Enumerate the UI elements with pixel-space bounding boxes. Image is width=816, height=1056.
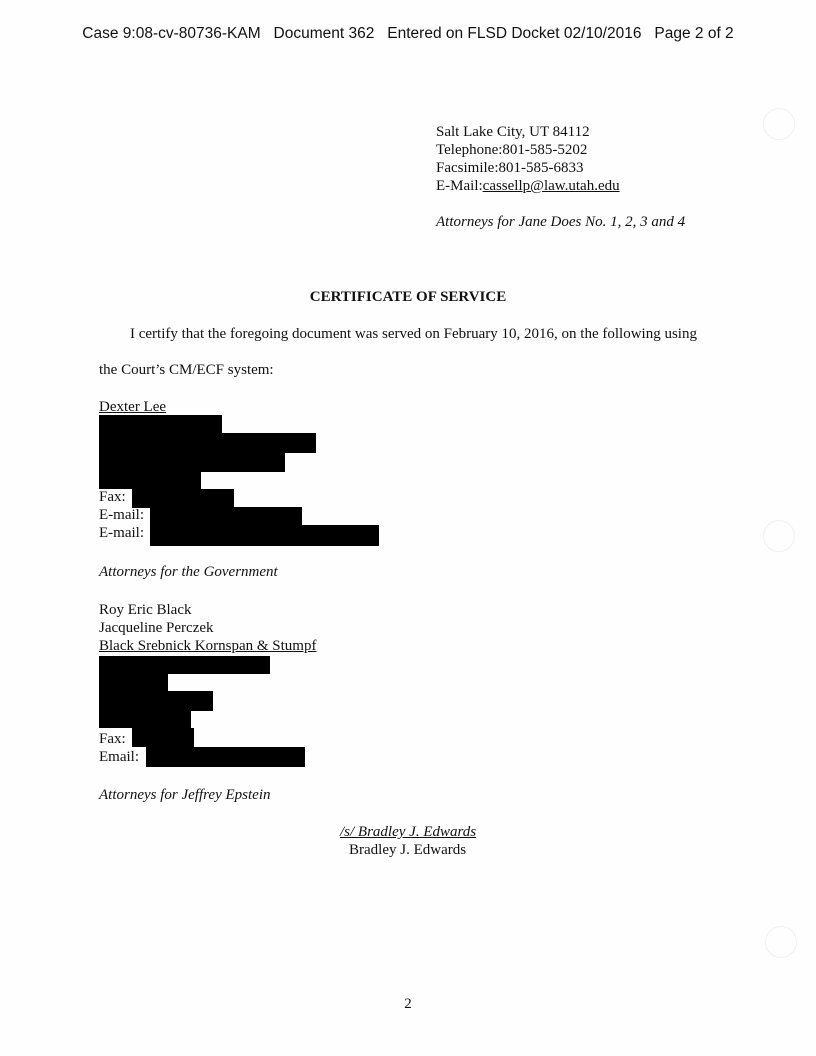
certificate-line-2: the Court’s CM/ECF system:	[99, 362, 274, 378]
service-email-label-2: E-mail:	[99, 525, 144, 541]
redaction-bar	[132, 489, 234, 508]
signatory-name: Bradley J. Edwards	[349, 842, 467, 858]
hole-punch-mark	[763, 520, 795, 552]
service-attorneys-for-government: Attorneys for the Government	[99, 564, 278, 580]
service-name-roy-eric-black: Roy Eric Black	[99, 602, 192, 618]
counsel-email-link[interactable]: cassellp@law.utah.edu	[482, 178, 620, 194]
counsel-facsimile: Facsimile:801-585-6833	[436, 160, 584, 176]
redaction-bar	[150, 525, 379, 546]
hole-punch-mark	[763, 108, 795, 140]
service-fax-label: Fax:	[99, 489, 126, 505]
hole-punch-mark	[765, 926, 797, 958]
redaction-bar	[99, 711, 191, 728]
service-fax-label-2: Fax:	[99, 731, 126, 747]
redaction-bar	[132, 728, 194, 747]
service-name-jacqueline-perczek: Jacqueline Perczek	[99, 620, 214, 636]
redaction-bar	[99, 472, 201, 489]
counsel-address: Salt Lake City, UT 84112	[436, 124, 590, 140]
counsel-email-line	[436, 177, 620, 195]
counsel-email-label: E-Mail:	[436, 178, 483, 194]
redaction-bar	[99, 674, 168, 691]
docket-header: Case 9:08-cv-80736-KAM Document 362 Entered on FLSD Docket 02/10/2016 Page 2 of 2	[82, 25, 734, 42]
counsel-telephone: Telephone:801-585-5202	[436, 142, 588, 158]
certificate-line-1: I certify that the foregoing document was served on February 10, 2016, on the following using	[130, 326, 697, 342]
service-attorneys-for-epstein: Attorneys for Jeffrey Epstein	[99, 787, 271, 803]
redaction-bar	[146, 747, 305, 767]
redaction-bar	[150, 507, 302, 526]
service-firm-name: Black Srebnick Kornspan & Stumpf	[99, 638, 317, 654]
service-name-dexter-lee: Dexter Lee	[99, 399, 167, 415]
service-email-label-3: Email:	[99, 749, 139, 765]
certificate-title: CERTIFICATE OF SERVICE	[309, 289, 507, 305]
redaction-bar	[99, 453, 285, 472]
redaction-bar	[99, 433, 316, 453]
page-number: 2	[404, 996, 412, 1012]
service-email-label-1: E-mail:	[99, 507, 144, 523]
redaction-bar	[99, 691, 213, 711]
counsel-block	[436, 123, 620, 195]
redaction-bar	[99, 656, 270, 674]
redaction-bar	[99, 415, 222, 433]
counsel-attorneys-for: Attorneys for Jane Does No. 1, 2, 3 and 4	[436, 214, 686, 230]
electronic-signature: /s/ Bradley J. Edwards	[340, 824, 477, 840]
